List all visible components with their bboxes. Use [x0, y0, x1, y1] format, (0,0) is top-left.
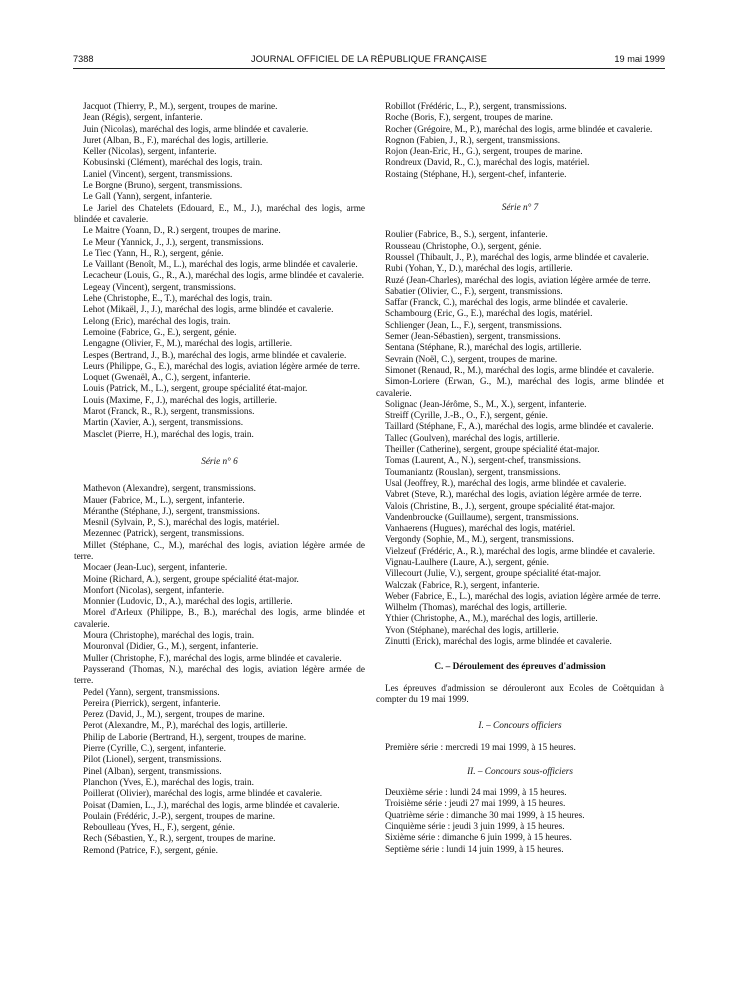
list-entry: Laniel (Vincent), sergent, transmissions.	[83, 169, 233, 180]
entry-list-left-b	[74, 484, 365, 857]
entry-list-right-a	[376, 102, 664, 181]
date-line: Troisième série : jeudi 27 mai 1999, à 15 heures.	[385, 799, 566, 810]
list-entry: Loquet (Gwenaël, A., C.), sergent, infanterie.	[83, 373, 251, 384]
list-entry: Tomas (Laurent, A., N.), sergent-chef, transmissions.	[385, 456, 581, 467]
journal-title: JOURNAL OFFICIEL DE LA RÉPUBLIQUE FRANÇAISE	[251, 54, 487, 64]
list-entry: Pereira (Pierrick), sergent, infanterie.	[83, 698, 221, 709]
list-entry: Rech (Sébastien, Y., R.), sergent, troupes de marine.	[83, 834, 276, 845]
list-entry: Lespes (Bertrand, J., B.), maréchal des logis, arme blindée et cavalerie.	[83, 350, 347, 361]
list-entry: Lemoine (Fabrice, G., E.), sergent, génie.	[83, 327, 237, 338]
section-c-title: C. – Déroulement des épreuves d'admission	[434, 662, 606, 673]
list-entry: Lengagne (Olivier, F., M.), maréchal des logis, artillerie.	[83, 339, 293, 350]
date-line: Deuxième série : lundi 24 mai 1999, à 15 heures.	[385, 788, 567, 799]
list-entry: Perez (David, J., M.), sergent, troupes de marine.	[83, 710, 265, 721]
list-entry: Mouronval (Didier, G., M.), sergent, infanterie.	[83, 642, 259, 653]
right-column	[376, 102, 664, 856]
list-entry: Keller (Nicolas), sergent, infanterie.	[83, 147, 217, 158]
list-entry: Poulain (Frédéric, J.-P.), sergent, troupes de marine.	[83, 811, 275, 822]
list-entry: Méranthe (Stéphane, J.), sergent, transmissions.	[83, 506, 260, 517]
list-entry: Marot (Franck, R., R.), sergent, transmissions.	[83, 407, 255, 418]
list-entry: Pinel (Alban), sergent, transmissions.	[83, 766, 222, 777]
list-entry: Remond (Patrice, F.), sergent, génie.	[83, 845, 218, 856]
date-line: Quatrième série : dimanche 30 mai 1999, à 15 heures.	[385, 810, 585, 821]
date-line: Septième série : lundi 14 juin 1999, à 15 heures.	[385, 844, 564, 855]
list-entry: Juret (Alban, B., F.), maréchal des logis, artillerie.	[83, 135, 269, 146]
list-entry: Roche (Boris, F.), sergent, troupes de marine.	[385, 113, 553, 124]
list-entry: Poisat (Damien, L., J.), maréchal des logis, arme blindée et cavalerie.	[83, 800, 340, 811]
list-entry: Moine (Richard, A.), sergent, groupe spécialité état-major.	[83, 574, 299, 585]
list-entry: Theiller (Catherine), sergent, groupe spécialité état-major.	[385, 445, 600, 456]
list-entry: Kobusinski (Clément), maréchal des logis, train.	[83, 158, 263, 169]
list-entry: Le Maitre (Yoann, D., R.) sergent, troupes de marine.	[83, 226, 281, 237]
list-entry: Pedel (Yann), sergent, transmissions.	[83, 687, 220, 698]
list-entry: Mesnil (Sylvain, P., S.), maréchal des logis, matériel.	[83, 518, 280, 529]
list-entry: Roulier (Fabrice, B., S.), sergent, infanterie.	[385, 230, 548, 241]
list-entry: Usal (Jeoffrey, R.), maréchal des logis, arme blindée et cavalerie.	[385, 478, 627, 489]
date-line: Cinquième série : jeudi 3 juin 1999, à 15 heures.	[385, 822, 565, 833]
list-entry: Monnier (Ludovic, D., A.), maréchal des logis, artillerie.	[83, 597, 293, 608]
officiers-date: Première série : mercredi 19 mai 1999, à 15 heures.	[385, 742, 576, 753]
list-entry: Muller (Christophe, F.), maréchal des logis, arme blindée et cavalerie.	[83, 653, 342, 664]
list-entry: Lehe (Christophe, E., T.), maréchal des logis, train.	[83, 294, 273, 305]
list-entry: Sevrain (Noël, C.), sergent, troupes de marine.	[385, 354, 558, 365]
list-entry: Philip de Laborie (Bertrand, H.), sergent, troupes de marine.	[83, 732, 307, 743]
list-entry: Jean (Régis), sergent, infanterie.	[83, 113, 203, 124]
list-entry: Taillard (Stéphane, F., A.), maréchal des logis, arme blindée et cavalerie.	[385, 422, 654, 433]
list-entry: Le Tiec (Yann, H., R.), sergent, génie.	[83, 248, 224, 259]
list-entry: Sabatier (Olivier, C., F.), sergent, transmissions.	[385, 286, 563, 297]
list-entry: Rocher (Grégoire, M., P.), maréchal des logis, arme blindée et cavalerie.	[385, 124, 653, 135]
serie-7-heading: Série n° 7	[501, 203, 539, 214]
list-entry: Wilhelm (Thomas), maréchal des logis, artillerie.	[385, 603, 567, 614]
list-entry: Le Vaillant (Benoît, M., L.), maréchal des logis, arme blindée et cavalerie.	[83, 260, 358, 271]
entry-list-right-b	[376, 230, 664, 648]
list-entry: Rousseau (Christophe, O.), sergent, génie.	[385, 241, 542, 252]
list-entry: Le Jariel des Chatelets (Edouard, E., M., J.), maréchal des logis, arme blindée et cavalerie.	[74, 203, 365, 225]
list-entry: Mezennec (Patrick), sergent, transmissions.	[83, 529, 245, 540]
list-entry: Pierre (Cyrille, C.), sergent, infanterie.	[83, 744, 226, 755]
list-entry: Simonet (Renaud, R., M.), maréchal des logis, arme blindée et cavalerie.	[385, 365, 654, 376]
serie-6-heading: Série n° 6	[201, 456, 238, 467]
list-entry: Lecacheur (Louis, G., R., A.), maréchal des logis, arme blindée et cavalerie.	[83, 271, 364, 282]
list-entry: Planchon (Yves, E.), maréchal des logis, train.	[83, 777, 254, 788]
list-entry: Valois (Christine, B., J.), sergent, groupe spécialité état-major.	[385, 501, 615, 512]
list-entry: Semer (Jean-Sébastien), sergent, transmissions.	[385, 332, 561, 343]
list-entry: Mocaer (Jean-Luc), sergent, infanterie.	[83, 563, 228, 574]
list-entry: Simon-Loriere (Erwan, G., M.), maréchal des logis, arme blindée et cavalerie.	[376, 377, 664, 399]
header-rule	[73, 68, 665, 69]
list-entry: Ythier (Christophe, A., M.), maréchal des logis, artillerie.	[385, 614, 598, 625]
list-entry: Paysserand (Thomas, N.), maréchal des logis, aviation légère armée de terre.	[74, 664, 365, 687]
section-c-paragraph: Les épreuves d'admission se dérouleront aux Ecoles de Coëtquidan à compter du 19 mai 1999.	[376, 683, 664, 705]
list-entry: Louis (Maxime, F., J.), maréchal des logis, artillerie.	[83, 395, 277, 406]
list-entry: Vanhaerens (Hugues), maréchal des logis, matériel.	[385, 524, 576, 535]
list-entry: Vergondy (Sophie, M., M.), sergent, transmissions.	[385, 535, 574, 546]
list-entry: Martin (Xavier, A.), sergent, transmissions.	[83, 418, 244, 429]
list-entry: Mauer (Fabrice, M., L.), sergent, infanterie.	[83, 495, 245, 506]
list-entry: Pilot (Lionel), sergent, transmissions.	[83, 755, 222, 766]
list-entry: Masclet (Pierre, H.), maréchal des logis, train.	[83, 429, 254, 440]
list-entry: Millet (Stéphane, C., M.), maréchal des logis, aviation légère armée de terre.	[74, 540, 365, 562]
list-entry: Reboulleau (Yves, H., F.), sergent, génie.	[83, 823, 235, 834]
list-entry: Morel d'Arleux (Philippe, B., B.), maréchal des logis, arme blindée et cavalerie.	[74, 608, 365, 630]
list-entry: Louis (Patrick, M., L.), sergent, groupe spécialité état-major.	[83, 384, 308, 395]
list-entry: Villecourt (Julie, V.), sergent, groupe spécialité état-major.	[385, 569, 601, 580]
list-entry: Solignac (Jean-Jérôme, S., M., X.), sergent, infanterie.	[385, 399, 587, 410]
list-entry: Rojon (Jean-Eric, H., G.), sergent, troupes de marine.	[385, 147, 583, 158]
list-entry: Lelong (Eric), maréchal des logis, train.	[83, 316, 231, 327]
list-entry: Leurs (Philippe, G., E.), maréchal des logis, aviation légère armée de terre.	[83, 361, 360, 372]
list-entry: Ruzé (Jean-Charles), maréchal des logis, aviation légère armée de terre.	[385, 275, 651, 286]
list-entry: Walczak (Fabrice, R.), sergent, infanterie.	[385, 580, 540, 591]
list-entry: Schlienger (Jean, L., F.), sergent, transmissions.	[385, 320, 562, 331]
list-entry: Rostaing (Stéphane, H.), sergent-chef, infanterie.	[385, 169, 567, 180]
list-entry: Schambourg (Eric, G., E.), maréchal des logis, matériel.	[385, 309, 593, 320]
list-entry: Robillot (Frédéric, L., P.), sergent, transmissions.	[385, 102, 567, 112]
concours-sous-officiers-heading: II. – Concours sous-officiers	[467, 766, 573, 777]
list-entry: Saffar (Franck, C.), maréchal des logis, arme blindée et cavalerie.	[385, 298, 628, 309]
list-entry: Vabret (Steve, R.), maréchal des logis, aviation légère armée de terre.	[385, 490, 642, 501]
list-entry: Tallec (Goulven), maréchal des logis, artillerie.	[385, 433, 560, 444]
list-entry: Vignau-Laulhere (Laure, A.), sergent, génie.	[385, 557, 549, 568]
publication-date: 19 mai 1999	[614, 54, 665, 64]
entry-list-left-a	[74, 102, 365, 441]
list-entry: Rondreux (David, R., C.), maréchal des logis, matériel.	[385, 158, 590, 169]
list-entry: Le Borgne (Bruno), sergent, transmissions.	[83, 181, 243, 192]
list-entry: Poillerat (Olivier), maréchal des logis, arme blindée et cavalerie.	[83, 789, 323, 800]
concours-officiers-heading: I. – Concours officiers	[478, 721, 562, 732]
list-entry: Weber (Fabrice, E., L.), maréchal des logis, aviation légère armée de terre.	[385, 591, 661, 602]
list-entry: Le Gall (Yann), sergent, infanterie.	[83, 192, 213, 203]
page-number: 7388	[73, 54, 94, 64]
list-entry: Vielzeuf (Frédéric, A., R.), maréchal des logis, arme blindée et cavalerie.	[385, 546, 655, 557]
list-entry: Toumaniantz (Rouslan), sergent, transmissions.	[385, 467, 561, 478]
list-entry: Vandenbroucke (Guillaume), sergent, transmissions.	[385, 512, 579, 523]
list-entry: Mathevon (Alexandre), sergent, transmissions.	[83, 484, 256, 495]
list-entry: Juin (Nicolas), maréchal des logis, arme blindée et cavalerie.	[83, 124, 309, 135]
list-entry: Sentana (Stéphane, R.), maréchal des logis, artillerie.	[385, 343, 582, 354]
list-entry: Streiff (Cyrille, J.-B., O., F.), sergent, génie.	[385, 411, 548, 422]
list-entry: Rognon (Fabien, J., R.), sergent, transmissions.	[385, 135, 561, 146]
list-entry: Roussel (Thibault, J., P.), maréchal des logis, arme blindée et cavalerie.	[385, 252, 649, 263]
left-column	[74, 102, 365, 857]
list-entry: Le Meur (Yannick, J., J.), sergent, transmissions.	[83, 237, 264, 248]
page-header	[73, 54, 665, 68]
list-entry: Legeay (Vincent), sergent, transmissions.	[83, 282, 236, 293]
list-entry: Yvon (Stéphane), maréchal des logis, artillerie.	[385, 625, 559, 636]
list-entry: Rubi (Yohan, Y., D.), maréchal des logis, artillerie.	[385, 264, 573, 275]
sous-officiers-dates	[376, 788, 664, 856]
list-entry: Lehot (Mikaël, J., J.), maréchal des logis, arme blindée et cavalerie.	[83, 305, 334, 316]
list-entry: Monfort (Nicolas), sergent, infanterie.	[83, 585, 225, 596]
list-entry: Zinutti (Erick), maréchal des logis, arme blindée et cavalerie.	[385, 637, 612, 648]
list-entry: Moura (Christophe), maréchal des logis, train.	[83, 631, 255, 642]
list-entry: Jacquot (Thierry, P., M.), sergent, troupes de marine.	[83, 102, 278, 112]
date-line: Sixième série : dimanche 6 juin 1999, à 15 heures.	[385, 833, 572, 844]
list-entry: Perot (Alexandre, M., P.), maréchal des logis, artillerie.	[83, 721, 288, 732]
